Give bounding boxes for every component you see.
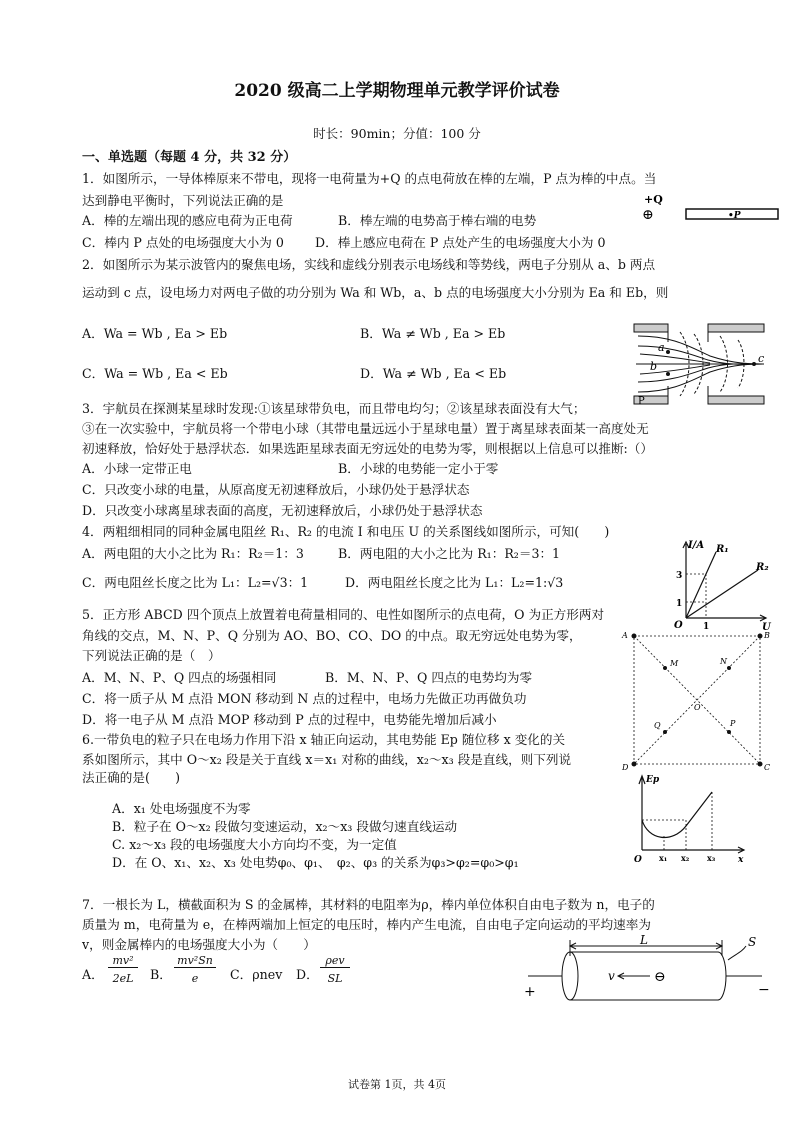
- q4-iu-graph: [670, 538, 771, 633]
- vertex-d: D: [622, 763, 629, 772]
- q7-stem-line2: 质量为 m，电荷量为 e，在棒两端加上恒定的电压时，棒内产生电流，自由电子定向运动的平均速率为: [82, 917, 651, 932]
- q5-stem-line3: 下列说法正确的是（ ）: [82, 648, 221, 663]
- q1-option-b: B．棒左端的电势高于棒右端的电势: [338, 213, 537, 228]
- q6-option-c: C. x₂～x₃ 段的电场强度大小方向均不变，为一定值: [112, 837, 397, 852]
- q6-stem-line3: 法正确的是( ): [82, 770, 180, 785]
- origin-label: O: [674, 620, 683, 631]
- velocity-label: v: [608, 969, 615, 983]
- q7-stem-line1: 7．一根长为 L，横截面积为 S 的金属棒，其材料的电阻率为ρ，棒内单位体积自由电子数为 n，电子的: [82, 897, 655, 912]
- section-title: 一、单选题（每题 4 分，共 32 分）: [82, 150, 297, 165]
- center-o: O: [694, 703, 701, 712]
- tick-x1: 1: [703, 622, 710, 632]
- point-q: Q: [654, 721, 661, 730]
- point-m: M: [670, 659, 679, 668]
- r1-label: R₁: [716, 544, 729, 555]
- q1-stem-line2: 达到静电平衡时，下列说法正确的是: [82, 193, 284, 208]
- q4-stem-line1: 4．两粗细相同的同种金属电阻丝 R₁、R₂ 的电流 I 和电压 U 的关系图线如图所示，可知( ): [82, 524, 610, 539]
- r2-label: R₂: [756, 562, 769, 573]
- y-axis-label: Ep: [646, 775, 660, 785]
- page-title: 2020 级高二上学期物理单元教学评价试卷: [234, 81, 560, 101]
- q6-ep-x-graph: [632, 772, 750, 864]
- q4-option-c: C．两电阻丝长度之比为 L₁：L₂=√3：1: [82, 575, 309, 590]
- q3-option-b: B．小球的电势能一定小于零: [338, 461, 499, 476]
- q7-option-a-denominator: 2eL: [112, 972, 134, 985]
- q1-option-a: A．棒的左端出现的感应电荷为正电荷: [82, 213, 293, 228]
- q7-stem-line3: v，则金属棒内的电场强度大小为（ ）: [82, 937, 316, 952]
- q7-option-d-denominator: SL: [327, 972, 343, 985]
- q2-option-c: C．Wa = Wb , Ea < Eb: [82, 366, 228, 381]
- q3-stem-line2: ③在一次实验中，宇航员将一个带电小球（其带电量远远小于星球电量）置于离星球表面某一高度处无: [82, 421, 649, 436]
- q5-option-d: D．将一电子从 M 点沿 MOP 移动到 P 点的过程中，电势能先增加后减小: [82, 712, 497, 727]
- vertex-b: B: [764, 631, 770, 640]
- q6-stem-line1: 6.一带负电的粒子只在电场力作用下沿 x 轴正向运动，其电势能 Ep 随位移 x 变化的关: [82, 732, 566, 747]
- q3-option-a: A．小球一定带正电: [82, 461, 192, 476]
- q7-option-d-numerator: ρev: [320, 954, 350, 968]
- vertex-c: C: [764, 763, 771, 772]
- point-c-label: c: [758, 352, 765, 365]
- positive-terminal: +: [524, 984, 536, 1000]
- q5-option-b: B．M、N、P、Q 四点的电势均为零: [325, 670, 533, 685]
- charge-label: +Q: [644, 193, 663, 206]
- q5-option-c: C．将一质子从 M 点沿 MON 移动到 N 点的过程中，电场力先做正功再做负功: [82, 691, 527, 706]
- q5-stem-line2: 角线的交点，M、N、P、Q 分别为 AO、BO、CO、DO 的中点。取无穷远处电势为零，: [82, 628, 582, 643]
- q5-square-charges-figure: [620, 628, 775, 773]
- q5-stem-line1: 5．正方形 ABCD 四个顶点上放置着电荷量相同的、电性如图所示的点电荷，O 为正方形两对: [82, 607, 605, 622]
- tick-y3: 3: [676, 571, 683, 581]
- q1-stem-line1: 1．如图所示，一导体棒原来不带电，现将一电荷量为+Q 的点电荷放在棒的左端，P 点为棒的中点。当: [82, 171, 657, 186]
- q7-option-c: C．ρnev: [230, 967, 283, 982]
- ep-curve: [642, 792, 712, 837]
- q2-stem-line1: 2．如图所示为某示波管内的聚焦电场，实线和虚线分别表示电场线和等势线，两电子分别从 a、b 两点: [82, 257, 656, 272]
- x3-label: x₃: [707, 853, 716, 863]
- page-footer: 试卷第 1页，共 4页: [348, 1078, 446, 1091]
- q6-option-a: A．x₁ 处电场强度不为零: [112, 801, 251, 816]
- origin-label: O: [634, 855, 642, 865]
- q7-option-d-prefix: D．: [296, 967, 319, 982]
- q7-metal-rod-figure: [522, 930, 772, 1002]
- point-n: N: [720, 657, 727, 666]
- exam-meta: 时长：90min；分值：100 分: [313, 126, 481, 141]
- q7-option-a-prefix: A．: [82, 967, 104, 982]
- q4-option-d: D．两电阻丝长度之比为 L₁：L₂=1:√3: [345, 575, 564, 590]
- electron-symbol: ⊖: [654, 969, 666, 985]
- point-p-label: •P: [728, 211, 741, 221]
- point-b-label: b: [650, 360, 658, 373]
- tick-y1: 1: [676, 599, 683, 609]
- q2-option-b: B．Wa ≠ Wb , Ea > Eb: [360, 326, 506, 341]
- q6-option-b: B．粒子在 O～x₂ 段做匀变速运动，x₂～x₃ 段做匀速直线运动: [112, 819, 458, 834]
- x1-label: x₁: [659, 853, 668, 863]
- q7-option-b-prefix: B．: [150, 967, 172, 982]
- q4-option-a: A．两电阻的大小之比为 R₁：R₂＝1：3: [82, 546, 304, 561]
- area-label: S: [748, 935, 757, 949]
- q1-option-d: D．棒上感应电荷在 P 点处产生的电场强度大小为 0: [315, 235, 606, 250]
- x-axis-label: x: [738, 855, 744, 865]
- y-axis-label: I/A: [688, 540, 705, 551]
- q5-option-a: A．M、N、P、Q 四点的场强相同: [82, 670, 277, 685]
- q7-option-b-numerator: mv²Sn: [174, 954, 216, 968]
- q3-option-d: D．只改变小球离星球表面的高度，无初速释放后，小球仍处于悬浮状态: [82, 503, 483, 518]
- negative-terminal: −: [758, 982, 770, 998]
- q2-stem-line2: 运动到 c 点，设电场力对两电子做的功分别为 Wa 和 Wb，a、b 点的电场强度大小分别为 Ea 和 Eb，则: [82, 285, 669, 300]
- vertex-a: A: [622, 631, 628, 640]
- q3-stem-line3: 初速释放，恰好处于悬浮状态．如果选距星球表面无穷远处的电势为零，则根据以上信息可以推断:（）: [82, 441, 653, 456]
- x2-label: x₂: [681, 853, 690, 863]
- point-p: P: [730, 719, 736, 728]
- q3-option-c: C．只改变小球的电量，从原高度无初速释放后，小球仍处于悬浮状态: [82, 482, 470, 497]
- q2-option-a: A．Wa = Wb , Ea > Eb: [82, 326, 228, 341]
- q7-option-a-numerator: mv²: [108, 954, 138, 968]
- point-a-label: a: [658, 341, 665, 354]
- q1-option-c: C．棒内 P 点处的电场强度大小为 0: [82, 235, 284, 250]
- point-p-label: P: [638, 396, 645, 407]
- q6-stem-line2: 系如图所示，其中 O～x₂ 段是关于直线 x＝x₁ 对称的曲线，x₂～x₃ 段是直线，则下列说: [82, 752, 572, 767]
- q1-figure: [630, 192, 780, 228]
- charge-symbol: ⊕: [642, 207, 654, 223]
- q2-focusing-field-figure: [630, 318, 770, 410]
- q3-stem-line1: 3．宇航员在探测某星球时发现:①该星球带负电，而且带电均匀；②该星球表面没有大气；: [82, 401, 586, 416]
- q7-option-b-denominator: e: [191, 972, 199, 985]
- q4-option-b: B．两电阻的大小之比为 R₁：R₂＝3：1: [338, 546, 561, 561]
- q6-option-d: D．在 O、x₁、x₂、x₃ 处电势φ₀、φ₁、 φ₂、φ₃ 的关系为φ₃>φ₂=φ₀>φ₁: [112, 855, 519, 870]
- length-label: L: [640, 933, 648, 947]
- q2-option-d: D．Wa ≠ Wb , Ea < Eb: [360, 366, 507, 381]
- x-axis-label: U: [762, 622, 771, 633]
